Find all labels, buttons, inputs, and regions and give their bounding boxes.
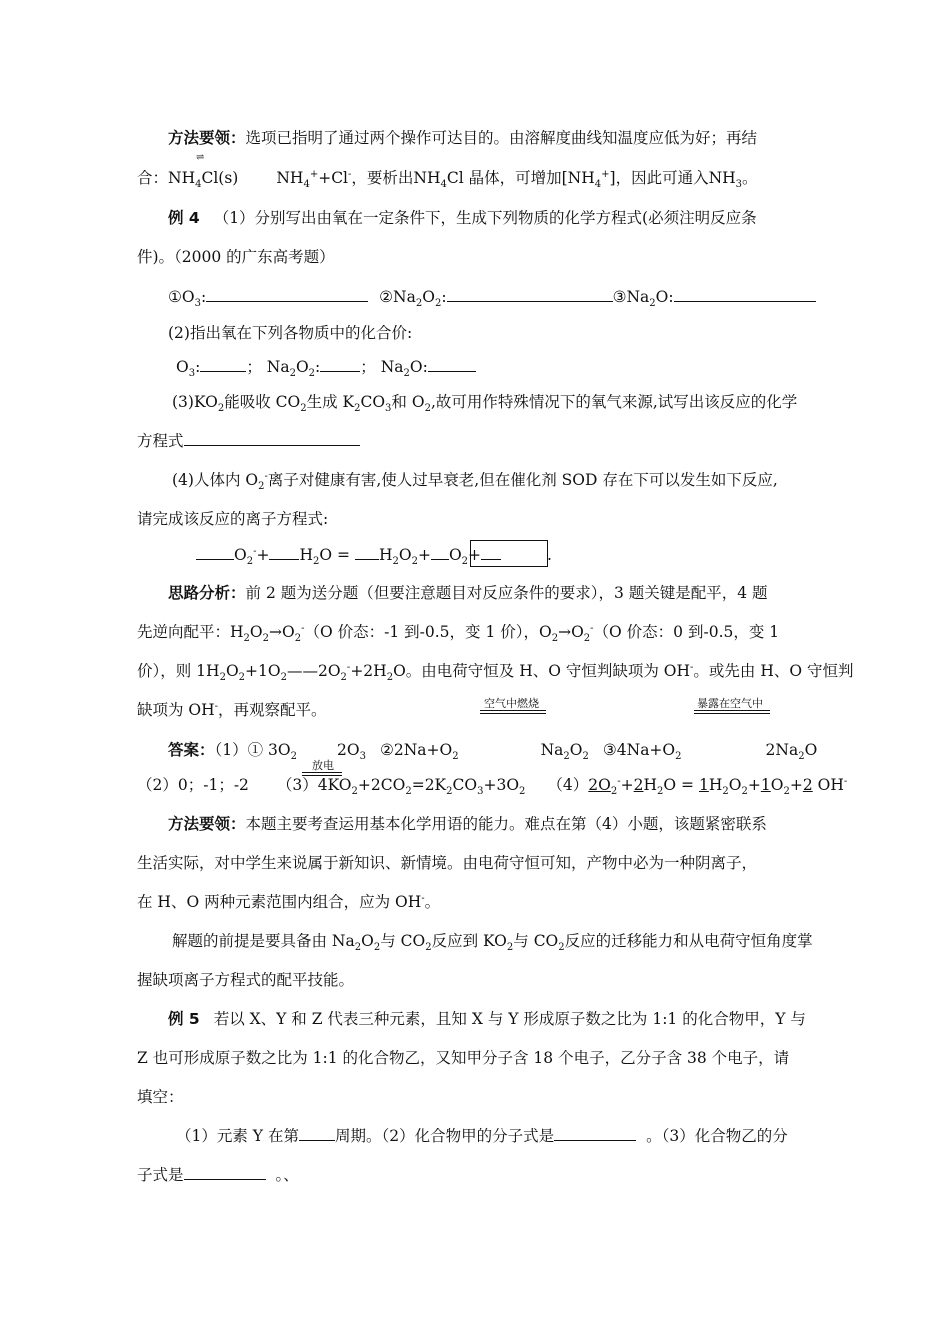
- example-4-question-3-line-2: 方程式: [137, 431, 360, 451]
- answer-blank-na2o2[interactable]: [447, 287, 613, 302]
- reaction-arrow-line-discharge: [302, 772, 342, 773]
- method-label-2: 方法要领：: [168, 815, 246, 833]
- method-label: 方法要领：: [168, 129, 246, 147]
- answer-line-1: 答案：（1）① $3O_2$ $2O_3$ $②2Na+O_2$ $Na_2O_2$ $③4Na+O_2$ $2Na_2O$: [168, 741, 818, 763]
- example-5-questions-line-1: （1）元素 Y 在第 周期。（2）化合物甲的分子式是 。（3）化合物乙的分: [176, 1127, 788, 1145]
- reaction-arrow-line-burn-2: [480, 713, 546, 714]
- analysis-line-4: 缺项为 OH-，再观察配平。: [137, 700, 327, 719]
- condition-label-discharge: 放电: [312, 759, 334, 772]
- method-paragraph-2-line-5: 握缺项离子方程式的配平技能。: [137, 971, 355, 989]
- example-4-question-2: (2)指出氧在下列各物质中的化合价:: [168, 324, 413, 342]
- answer-line-2: （2）0；-1；-2 $(3)4KO_2+2CO_2=2K_2CO_3+3O_2$ $(4)2O_2^-+2H_2O = 1H_2O_2+1O_2+2$ OH-: [137, 775, 848, 798]
- method-paragraph-2-line-2: 生活实际，对中学生来说属于新知识、新情境。由电荷守恒可知，产物中必为一种阴离子，: [137, 854, 758, 872]
- method-paragraph-2-line-4: 解题的前提是要具备由 $Na_2O_2$与 $CO_2$反应到 $KO_2$与 $CO_2$反应的迁移能力和从电荷守恒角度掌: [172, 932, 813, 954]
- answer-label: 答案：: [168, 741, 215, 759]
- reaction-arrow-line-burn: [480, 710, 546, 711]
- condition-label-expose-to-air: 暴露在空气中: [697, 697, 763, 710]
- method-paragraph-1-line-1: 方法要领：选项已指明了通过两个操作可达目的。由溶解度曲线知温度应低为好；再结: [168, 129, 758, 147]
- example-4-question-2-blanks: $O_3$: ； $Na_2O_2$: ； $Na_2O$:: [176, 357, 476, 377]
- equilibrium-arrow-icon: ⇌: [196, 152, 205, 163]
- coef-blank-o2-minus[interactable]: [196, 545, 234, 560]
- ionic-equation-template: $O_2^-+ H_2O = H_2O_2+ O_2+$: [196, 545, 501, 565]
- example-5-label: 例 5: [168, 1010, 200, 1028]
- example-5-line-3: 填空：: [137, 1088, 184, 1106]
- example-4-line-1: 例 4 （1）分别写出由氧在一定条件下，生成下列物质的化学方程式(必须注明反应条: [168, 209, 757, 227]
- valence-blank-na2o[interactable]: [428, 357, 476, 372]
- answer-blank-compound-a[interactable]: [554, 1126, 636, 1141]
- answer-blank-compound-b[interactable]: [184, 1165, 266, 1180]
- coef-blank-o2[interactable]: [431, 545, 449, 560]
- coef-blank-h2o[interactable]: [269, 545, 299, 560]
- analysis-line-1: 思路分析：前 2 题为送分题（但要注意题目对反应条件的要求），3 题关键是配平，4 题: [168, 584, 768, 602]
- answer-blank-ko2-equation[interactable]: [184, 431, 360, 446]
- condition-label-burn-in-air: 空气中燃烧: [484, 697, 539, 710]
- example-4-question-4-line-1: (4)人体内 $O_2^-$离子对健康有害,使人过早衰老,但在催化剂 SOD 存在下可以发生如下反应,: [172, 470, 778, 493]
- coef-blank-h2o2[interactable]: [355, 545, 379, 560]
- method-paragraph-1-line-2: 合：$NH_4Cl(s)$ $NH_4^++Cl^-$，要析出$NH_4Cl$ 晶体，可增加$[NH_4^+]$，因此可通入$NH_3$。: [137, 168, 758, 191]
- example-4-question-3-line-1: $(3)KO_2$能吸收 $CO_2$生成 $K_2CO_3$和 $O_2$,故可用作特殊情况下的氧气来源,试写出该反应的化学: [172, 393, 798, 415]
- analysis-line-3: 价），则 $1H_2O_2+1O_2——2O_2^-+2H_2O$。由电荷守恒及 H、O 守恒判缺项为 OH-。或先由 H、O 守恒判: [137, 661, 854, 684]
- answer-blank-o3[interactable]: [206, 287, 368, 302]
- answer-blank-period[interactable]: [299, 1126, 335, 1141]
- equation-period: .: [547, 546, 552, 564]
- reaction-arrow-line-expose-2: [694, 713, 770, 714]
- valence-blank-na2o2[interactable]: [320, 357, 360, 372]
- answer-blank-na2o[interactable]: [674, 287, 816, 302]
- missing-species-box[interactable]: [470, 540, 548, 567]
- valence-blank-o3[interactable]: [200, 357, 246, 372]
- example-5-line-2: Z 也可形成原子数之比为 1:1 的化合物乙，又知甲分子含 18 个电子，乙分子含 38 个电子，请: [137, 1049, 790, 1067]
- example-4-label: 例 4: [168, 209, 200, 227]
- example-5-line-1: 例 5 若以 X、Y 和 Z 代表三种元素，且知 X 与 Y 形成原子数之比为 1:1 的化合物甲，Y 与: [168, 1010, 806, 1028]
- analysis-label: 思路分析：: [168, 584, 246, 602]
- example-4-question-4-line-2: 请完成该反应的离子方程式:: [137, 510, 329, 528]
- example-4-line-2: 件)。（2000 的广东高考题）: [137, 248, 335, 266]
- method-paragraph-2-line-3: 在 H、O 两种元素范围内组合，应为 OH-。: [137, 892, 441, 911]
- reaction-arrow-line-expose: [694, 710, 770, 711]
- method-paragraph-2-line-1: 方法要领：本题主要考查运用基本化学用语的能力。难点在第（4）小题，该题紧密联系: [168, 815, 767, 833]
- example-5-questions-line-2: 子式是 。、: [137, 1166, 299, 1184]
- analysis-line-2: 先逆向配平：$H_2O_2\to O_2^-(O$ 价态：-1 到-0.5，变 1 价），$O_2\to O_2^-(O$ 价态：0 到-0.5，变 1: [137, 622, 780, 645]
- example-4-question-1-blanks: $①O_3$: $②Na_2O_2$: $③Na_2O$:: [168, 287, 816, 307]
